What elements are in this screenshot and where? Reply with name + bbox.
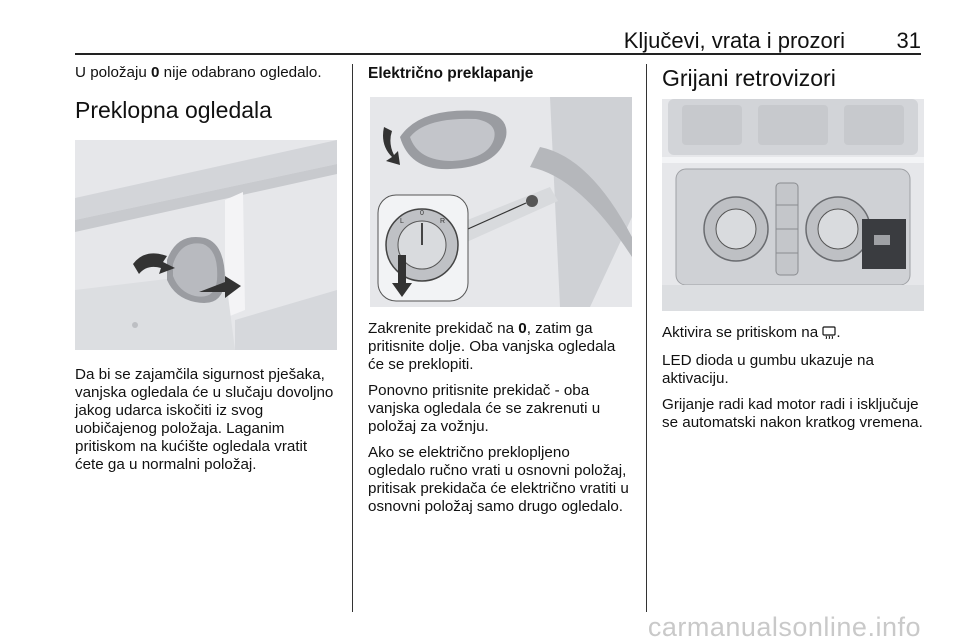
column-1 bbox=[75, 64, 337, 124]
electric-folding-text-2: Ponovno pritisnite prekidač - oba vanjska ogledala će se zakrenuti u položaj za vožnju. bbox=[368, 382, 601, 435]
heated-mirrors-text-3: Grijanje radi kad motor radi i isključuje se automatski nakon kratkog vremena. bbox=[662, 396, 923, 431]
figure-folding-mirror bbox=[75, 140, 337, 350]
column-divider-2 bbox=[646, 64, 647, 612]
heated-mirror-icon bbox=[822, 326, 836, 344]
column-3 bbox=[662, 64, 924, 92]
figure-heated-mirrors bbox=[662, 99, 924, 311]
electric-folding-text-3: Ako se električno preklopljeno ogledalo ručno vrati u osnovni položaj, pritisak prekidača će električno vratiti u osnovni položaj samo drugo ogledalo. bbox=[368, 444, 629, 515]
figure-electric-folding bbox=[370, 97, 632, 307]
folding-mirrors-text: Da bi se zajamčila sigurnost pješaka, vanjska ogledala će u slučaju dovoljno jakog udarca iskočiti iz svog uobičajenog položaja. Laganim pritiskom na kućište ogledala vratit ćete ga u normalni položaj. bbox=[75, 366, 334, 473]
column-2-body bbox=[368, 320, 631, 524]
column-2 bbox=[368, 64, 631, 83]
heated-mirrors-text-1: Aktivira se pritiskom na . bbox=[662, 324, 924, 344]
header-rule bbox=[75, 53, 921, 55]
column-3-body bbox=[662, 324, 924, 440]
electric-folding-text-1: Zakrenite prekidač na 0, zatim ga pritisnite dolje. Oba vanjska ogledala će se preklopiti. bbox=[368, 320, 616, 373]
heading-electric-folding: Električno preklapanje bbox=[368, 65, 534, 82]
switch-label-l: L bbox=[400, 218, 404, 225]
switch-label-r: R bbox=[440, 218, 446, 225]
heading-folding-mirrors: Preklopna ogledala bbox=[75, 97, 272, 123]
column-1-body bbox=[75, 366, 337, 482]
watermark: carmanualsonline.info bbox=[647, 612, 921, 642]
intro-text: U položaju 0 nije odabrano ogledalo. bbox=[75, 64, 322, 81]
heated-mirrors-text-2: LED dioda u gumbu ukazuje na aktivaciju. bbox=[662, 352, 874, 387]
heading-heated-mirrors: Grijani retrovizori bbox=[662, 65, 836, 91]
page-number: 31 bbox=[896, 28, 921, 53]
page-header bbox=[75, 20, 921, 54]
switch-label-0: 0 bbox=[420, 210, 424, 217]
section-title: Ključevi, vrata i prozori bbox=[623, 28, 845, 53]
column-divider-1 bbox=[352, 64, 353, 612]
